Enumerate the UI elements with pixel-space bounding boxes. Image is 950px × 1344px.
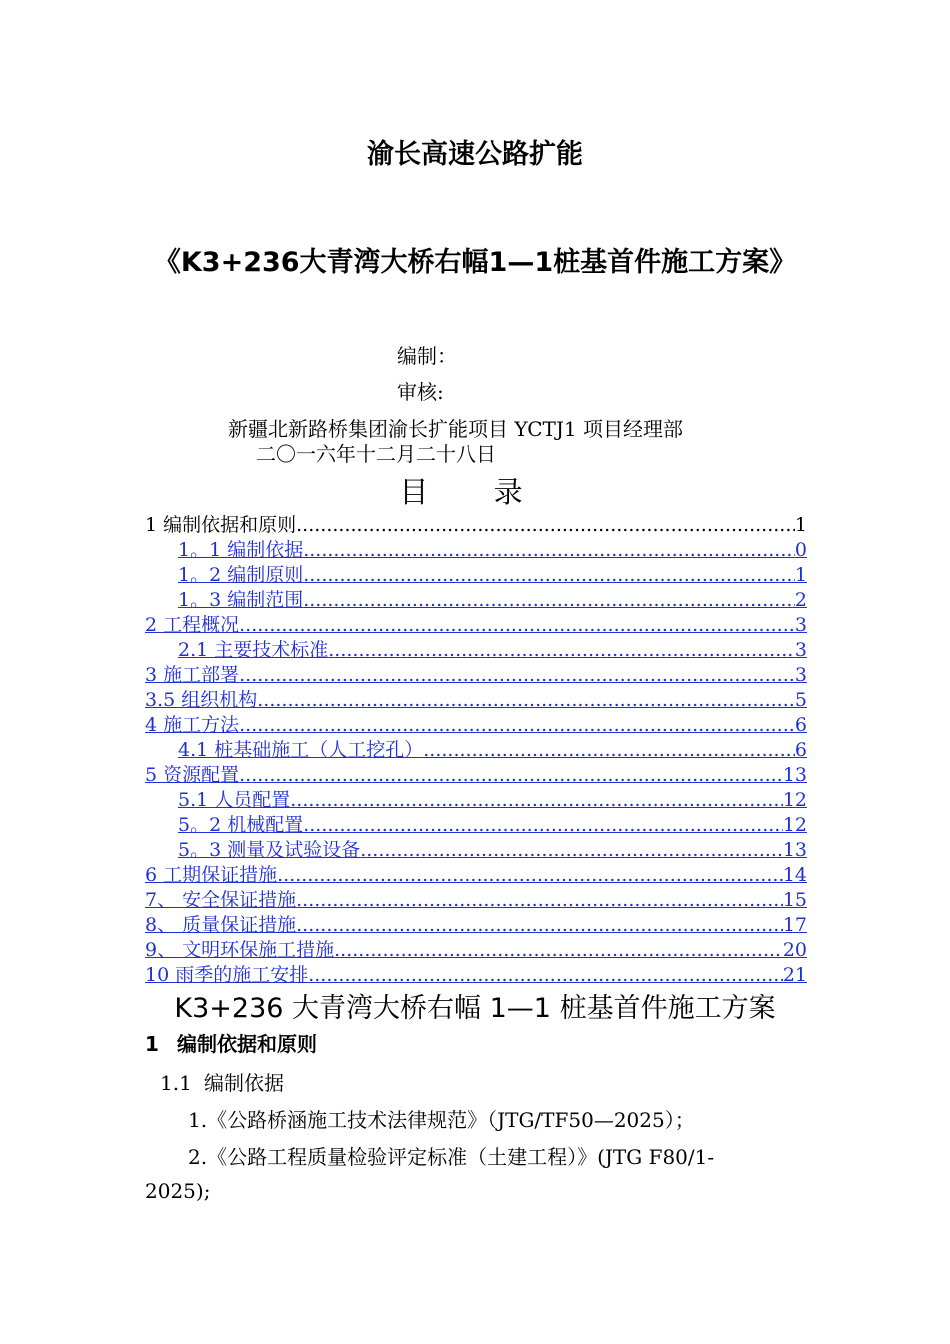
toc-entry[interactable] (145, 613, 807, 638)
toc-entry-label: 1。3 编制范围 (178, 589, 304, 611)
reference-item-2: 2.《公路工程质量检验评定标准（土建工程）》(JTG F80/1- (188, 1145, 715, 1169)
toc-entry-label: 9、 文明环保施工措施 (145, 939, 335, 961)
section-1-number: 1 (145, 1032, 159, 1056)
toc-entry[interactable] (145, 763, 807, 788)
toc-entry-page: 12 (782, 814, 807, 836)
toc-entry-page: 3 (794, 639, 807, 661)
toc-leader-dots (296, 513, 795, 538)
toc-leader-dots (303, 538, 795, 563)
toc-link[interactable] (145, 888, 807, 913)
compiled-by-label: 编制： (397, 344, 457, 368)
toc-link[interactable] (145, 538, 807, 563)
toc-leader-dots (296, 913, 783, 938)
toc-leader-dots (360, 838, 783, 863)
toc-text (145, 513, 807, 538)
toc-link[interactable] (145, 713, 807, 738)
reference-item-2-continued: 2025); (145, 1179, 211, 1203)
section-heading: K3+236 大青湾大桥右幅 1—1 桩基首件施工方案 (174, 993, 776, 1024)
toc-entry[interactable] (145, 663, 807, 688)
toc-entry-label: 2 工程概况 (145, 614, 240, 636)
toc-entry-label: 5.1 人员配置 (178, 789, 291, 811)
toc-entry-label: 5。3 测量及试验设备 (178, 839, 361, 861)
toc-entry-label: 10 雨季的施工安排 (145, 964, 309, 986)
toc-link[interactable] (145, 763, 807, 788)
toc-entry-label: 5。2 机械配置 (178, 814, 304, 836)
toc-entry-page: 6 (794, 714, 807, 736)
toc-link[interactable] (145, 863, 807, 888)
toc-entry[interactable] (145, 713, 807, 738)
toc-entry[interactable] (145, 788, 807, 813)
toc-entry-page: 12 (782, 789, 807, 811)
toc-leader-dots (303, 588, 795, 613)
toc-link[interactable] (145, 813, 807, 838)
toc-link[interactable] (145, 913, 807, 938)
toc-link[interactable] (145, 588, 807, 613)
document-title: 渝长高速公路扩能 (367, 139, 583, 170)
section-1-1-heading (160, 1067, 284, 1096)
toc-entry[interactable] (145, 863, 807, 888)
toc-entry-label: 7、 安全保证措施 (145, 889, 297, 911)
toc-entry-page: 13 (782, 839, 807, 861)
section-1-title: 编制依据和原则 (177, 1032, 317, 1056)
toc-entry-page: 15 (782, 889, 807, 911)
toc-leader-dots (334, 938, 783, 963)
toc-leader-dots (423, 738, 795, 763)
toc-link[interactable] (145, 663, 807, 688)
toc-entry-page: 1 (794, 564, 807, 586)
toc-entry-page: 14 (782, 864, 807, 886)
toc-link[interactable] (145, 963, 807, 988)
toc-entry-label: 4.1 桩基础施工（人工挖孔） (178, 739, 424, 761)
toc-leader-dots (296, 888, 783, 913)
toc-link[interactable] (145, 688, 807, 713)
toc-entry-label: 3.5 组织机构 (145, 689, 258, 711)
toc-entry[interactable] (145, 588, 807, 613)
toc-entry[interactable] (145, 638, 807, 663)
toc-entry-page: 21 (782, 964, 807, 986)
toc-entry[interactable] (145, 688, 807, 713)
toc-entry-label: 2.1 主要技术标准 (178, 639, 329, 661)
toc-link[interactable] (145, 638, 807, 663)
toc-title: 目 录 (399, 475, 551, 509)
toc-entry[interactable] (145, 538, 807, 563)
toc-entry[interactable] (145, 963, 807, 988)
toc-entry-page: 3 (794, 614, 807, 636)
reference-item-1: 1.《公路桥涵施工技术法律规范》（JTG/TF50—2025）； (188, 1108, 695, 1132)
toc-link[interactable] (145, 738, 807, 763)
toc-entry-page: 20 (782, 939, 807, 961)
toc-link[interactable] (145, 563, 807, 588)
document-date: 二〇一六年十二月二十八日 (256, 442, 496, 466)
toc-entry[interactable] (145, 838, 807, 863)
toc-link[interactable] (145, 838, 807, 863)
toc-entry[interactable] (145, 563, 807, 588)
toc-entry-label: 8、 质量保证措施 (145, 914, 297, 936)
toc-entry-page: 17 (782, 914, 807, 936)
toc-leader-dots (303, 813, 783, 838)
toc-leader-dots (239, 663, 795, 688)
reviewed-by-label: 审核: (397, 380, 444, 404)
toc-leader-dots (277, 863, 783, 888)
toc-entry[interactable] (145, 738, 807, 763)
toc-entry-label: 3 施工部署 (145, 664, 240, 686)
toc-entry-page: 13 (782, 764, 807, 786)
toc-leader-dots (257, 688, 795, 713)
toc-link[interactable] (145, 938, 807, 963)
toc-leader-dots (328, 638, 795, 663)
toc-entry-label: 1 编制依据和原则 (145, 514, 297, 536)
toc-entry-page: 0 (794, 539, 807, 561)
section-1-heading (145, 1028, 317, 1057)
toc-entry-page: 3 (794, 664, 807, 686)
toc-leader-dots (308, 963, 783, 988)
toc-leader-dots (239, 613, 795, 638)
toc-entry[interactable] (145, 888, 807, 913)
toc-entry-label: 6 工期保证措施 (145, 864, 278, 886)
toc-leader-dots (239, 763, 783, 788)
toc-link[interactable] (145, 788, 807, 813)
toc-entry[interactable] (145, 938, 807, 963)
toc-entry-page: 1 (794, 514, 807, 536)
toc-entry-label: 1。1 编制依据 (178, 539, 304, 561)
toc-entry-page: 5 (794, 689, 807, 711)
table-of-contents (145, 513, 807, 988)
toc-entry-label: 5 资源配置 (145, 764, 240, 786)
toc-entry-page: 6 (794, 739, 807, 761)
toc-entry-label: 1。2 编制原则 (178, 564, 304, 586)
toc-entry[interactable] (145, 813, 807, 838)
toc-leader-dots (303, 563, 795, 588)
toc-entry-label: 4 施工方法 (145, 714, 240, 736)
section-1-1-title: 编制依据 (204, 1071, 284, 1095)
toc-entry (145, 513, 807, 538)
toc-link[interactable] (145, 613, 807, 638)
section-1-1-number: 1.1 (160, 1071, 192, 1095)
toc-entry[interactable] (145, 913, 807, 938)
organization-name: 新疆北新路桥集团渝长扩能项目 YCTJ1 项目经理部 (228, 417, 683, 441)
toc-leader-dots (239, 713, 795, 738)
toc-entry-page: 2 (794, 589, 807, 611)
document-subtitle: 《K3+236大青湾大桥右幅1—1桩基首件施工方案》 (153, 247, 797, 278)
toc-leader-dots (290, 788, 783, 813)
